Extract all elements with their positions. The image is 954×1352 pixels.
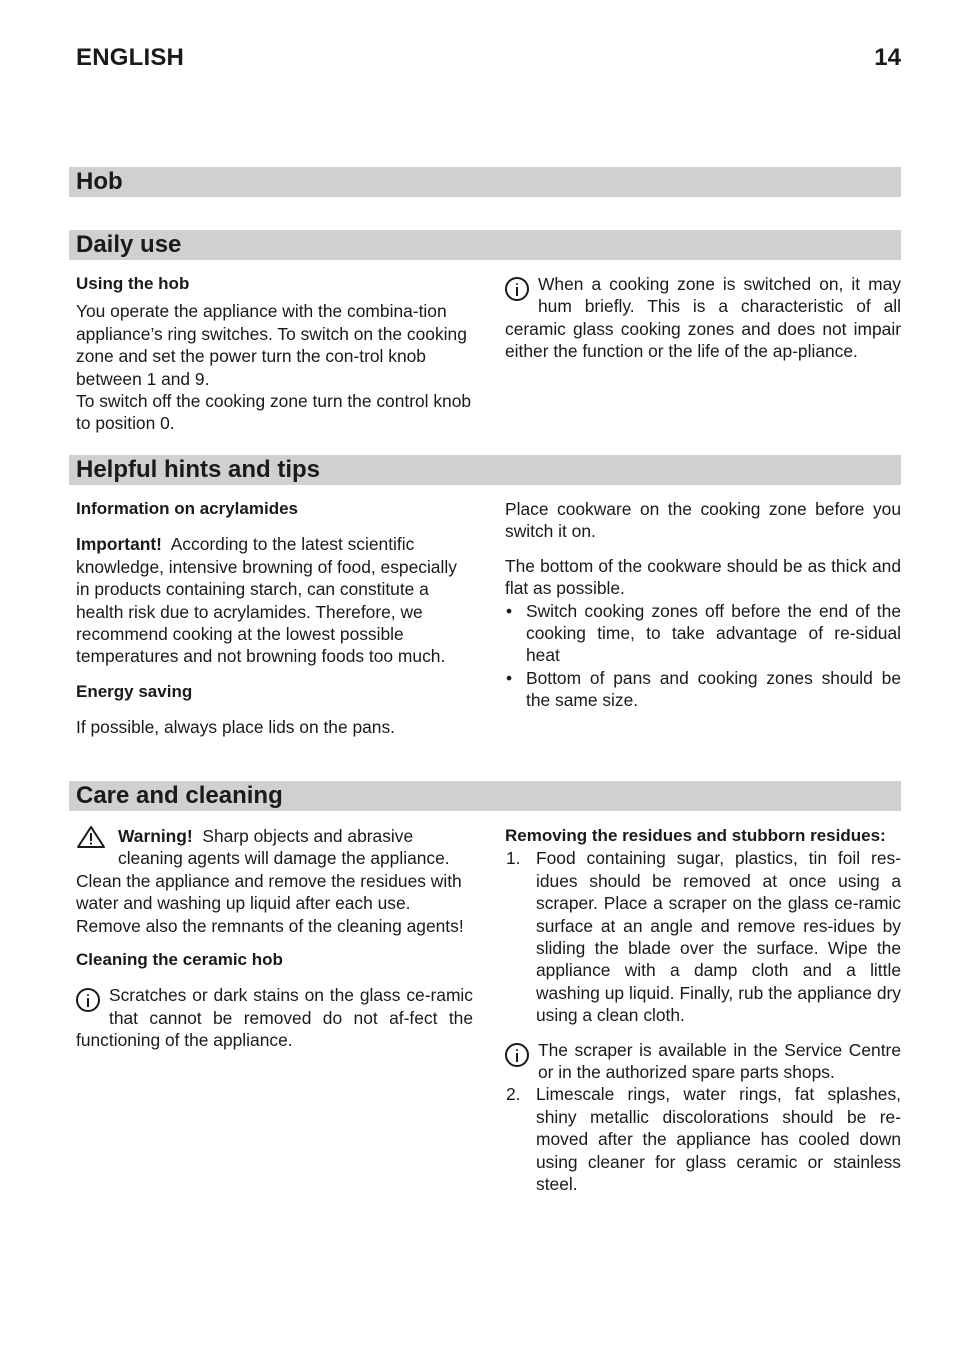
paragraph-important: [76, 533, 473, 667]
list-item: [505, 847, 901, 1026]
scraper-note: [505, 1039, 901, 1084]
warning-label: Warning!: [118, 826, 193, 846]
scraper-note-text: The scraper is available in the Service Centre or in the authorized spare parts shops.: [538, 1039, 901, 1083]
list-item: [505, 1083, 901, 1195]
paragraph-cookware-bottom: The bottom of the cookware should be as thick and flat as possible.: [505, 555, 901, 599]
language-label: ENGLISH: [76, 44, 185, 71]
page-header: [76, 44, 901, 78]
info-note-text: When a cooking zone is switched on, it may hum briefly. This is a characteristic of all ceramic glass cooking zones and does not impair either the function or the life of the ap-pliance.: [505, 274, 901, 362]
residues-steps-list-continued: [505, 1083, 901, 1195]
hints-bullet-list: [505, 600, 901, 712]
section-heading-hob: [69, 167, 901, 197]
subheading-acrylamides: Information on acrylamides: [76, 499, 298, 518]
paragraph-using: You operate the appliance with the combina-tion appliance’s ring switches. To switch on the cooking zone and set the power turn the con-trol knob between 1 and 9.: [76, 301, 467, 389]
hints-left-column: [76, 498, 473, 739]
section-title: Care and cleaning: [76, 782, 283, 809]
page-number: 14: [874, 44, 901, 71]
step-text: Food containing sugar, plastics, tin foil res-idues should be removed at once using a scraper. Place a scraper on the glass ce-ramic surface at an angle and remove res-idues by sliding the blade over the surface. Wipe the appliance with a damp cloth and a little washing up liquid. Finally, rub the appliance dry using a clean cloth.: [536, 848, 901, 1026]
important-label: Important!: [76, 534, 162, 555]
paragraph-switch-off: To switch off the cooking zone turn the control knob to position 0.: [76, 391, 472, 434]
care-left-column: [76, 825, 473, 1052]
step-text: Limescale rings, water rings, fat splashes, shiny metallic discolorations should be re-moved after the appliance has cooled down using cleaner for glass ceramic or stainless steel.: [536, 1084, 901, 1195]
section-heading-helpful-hints: [69, 455, 901, 485]
warning-triangle-icon: [76, 825, 106, 849]
info-icon: [505, 277, 529, 301]
info-icon: [76, 988, 100, 1012]
list-item: • Switch cooking zones off before the end of the cooking time, to take advantage of re-sidual heat: [505, 600, 901, 667]
step-number: 2.: [506, 1084, 521, 1105]
subheading-using-the-hob: Using the hob: [76, 274, 190, 293]
section-title: Hob: [76, 168, 123, 195]
info-icon: [505, 1043, 529, 1067]
paragraph-place-cookware: Place cookware on the cooking zone before you switch it on.: [505, 499, 901, 542]
warning-paragraph: [76, 825, 473, 937]
scratch-note-text: Scratches or dark stains on the glass ce-ramic that cannot be removed do not af-fect the functioning of the appliance.: [76, 985, 473, 1051]
warning-text: Sharp objects and abrasive cleaning agents will damage the appliance. Clean the appliance and remove the residues with water and washing up liquid after each use. Remove also the remnants of the cleaning agents!: [76, 826, 464, 936]
hints-right-column: [505, 498, 901, 712]
residues-steps-list: [505, 847, 901, 1026]
daily-use-info-note: [505, 273, 901, 363]
scratch-note: [76, 984, 473, 1051]
paragraph-energy: If possible, always place lids on the pans.: [76, 717, 396, 738]
list-item: • Bottom of pans and cooking zones should be the same size.: [505, 667, 901, 712]
daily-use-left-column: [76, 273, 473, 435]
subheading-removing-residues: Removing the residues and stubborn residues:: [505, 826, 886, 845]
subheading-cleaning-ceramic-hob: Cleaning the ceramic hob: [76, 950, 283, 970]
section-title: Helpful hints and tips: [76, 456, 320, 483]
important-text: According to the latest scientific knowledge, intensive browning of food, especially in products containing starch, can constitute a health risk due to acrylamides. Therefore, we recommend cooking at the lowest possible temperatures and not browning foods too much.: [76, 534, 457, 667]
section-heading-care-cleaning: [69, 781, 901, 811]
section-title: Daily use: [76, 231, 182, 258]
section-heading-daily-use: [69, 230, 901, 260]
care-right-column: [505, 825, 901, 1196]
subheading-energy-saving: Energy saving: [76, 681, 193, 701]
step-number: 1.: [506, 848, 521, 869]
